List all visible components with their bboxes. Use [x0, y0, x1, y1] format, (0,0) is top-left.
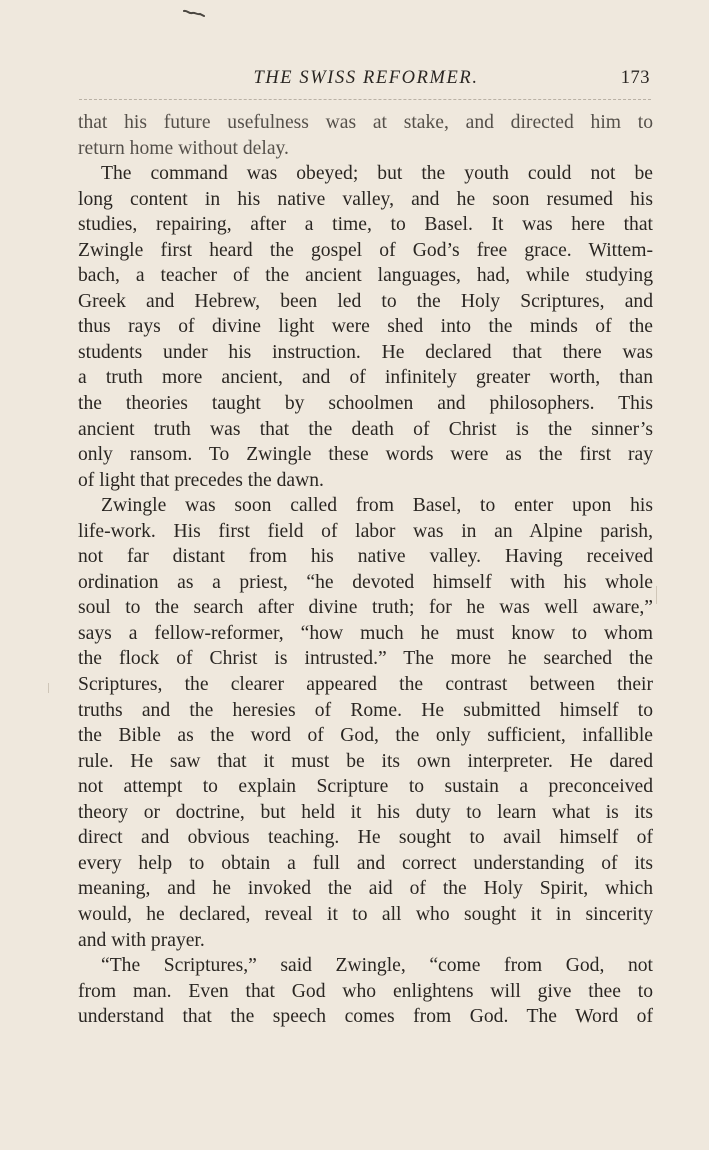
text-line: a truth more ancient, and of infinitely greater worth, than — [78, 367, 653, 389]
text-line: ancient truth was that the death of Christ is the sinner’s — [78, 418, 653, 440]
text-line: rule. He saw that it must be its own interpreter. He dared — [78, 750, 653, 772]
text-line: theory or doctrine, but held it his duty to learn what is its — [78, 801, 653, 823]
text-line: truths and the heresies of Rome. He submitted himself to — [78, 699, 653, 721]
text-line: not attempt to explain Scripture to sustain a preconceived — [78, 776, 653, 798]
text-line: the theories taught by schoolmen and philosophers. This — [78, 393, 653, 415]
margin-mark — [656, 586, 657, 604]
text-line: the flock of Christ is intrusted.” The more he searched the — [78, 648, 653, 670]
text-line: of light that precedes the dawn. — [78, 469, 324, 491]
text-line: meaning, and he invoked the aid of the Holy Spirit, which — [78, 878, 653, 900]
text-line: thus rays of divine light were shed into the minds of the — [78, 316, 653, 338]
text-line: that his future usefulness was at stake, and directed him to — [78, 112, 653, 133]
text-line: direct and obvious teaching. He sought to avail himself of — [78, 827, 653, 849]
text-line: Greek and Hebrew, been led to the Holy Scriptures, and — [78, 290, 653, 312]
page-body — [78, 110, 653, 1030]
text-line: life-work. His first field of labor was in an Alpine parish, — [78, 520, 653, 542]
text-line: studies, repairing, after a time, to Basel. It was here that — [78, 214, 653, 236]
text-line: not far distant from his native valley. Having received — [78, 546, 653, 568]
text-line: understand that the speech comes from God. The Word of — [78, 1006, 653, 1028]
text-line: Zwingle first heard the gospel of God’s free grace. Wittem- — [78, 239, 653, 261]
page-header — [79, 66, 653, 92]
text-line: says a fellow-reformer, “how much he must know to whom — [78, 622, 653, 644]
text-line: long content in his native valley, and he soon resumed his — [78, 188, 653, 210]
text-line: The command was obeyed; but the youth could not be — [101, 163, 653, 185]
text-line: the Bible as the word of God, the only sufficient, infallible — [78, 725, 653, 747]
text-line: students under his instruction. He declared that there was — [78, 341, 653, 363]
text-line: soul to the search after divine truth; for he was well aware,” — [78, 597, 653, 619]
text-line: Scriptures, the clearer appeared the contrast between their — [78, 674, 653, 696]
text-line: only ransom. To Zwingle these words were as the first ray — [78, 444, 653, 466]
text-line: would, he declared, reveal it to all who sought it in sincerity — [78, 903, 653, 925]
margin-mark — [48, 683, 49, 693]
page-number: 173 — [620, 68, 650, 88]
text-line: every help to obtain a full and correct understanding of its — [78, 852, 653, 874]
text-line: from man. Even that God who enlightens will give thee to — [78, 980, 653, 1002]
text-line: ordination as a priest, “he devoted himself with his whole — [78, 571, 653, 593]
text-line: return home without delay. — [78, 137, 289, 159]
text-line: “The Scriptures,” said Zwingle, “come from God, not — [101, 955, 653, 977]
running-title: THE SWISS REFORMER. — [253, 68, 479, 88]
header-rule — [79, 99, 651, 100]
text-line: bach, a teacher of the ancient languages, had, while studying — [78, 265, 653, 287]
text-line: and with prayer. — [78, 929, 205, 951]
printer-mark-icon — [183, 8, 205, 18]
text-line: Zwingle was soon called from Basel, to enter upon his — [101, 495, 653, 517]
